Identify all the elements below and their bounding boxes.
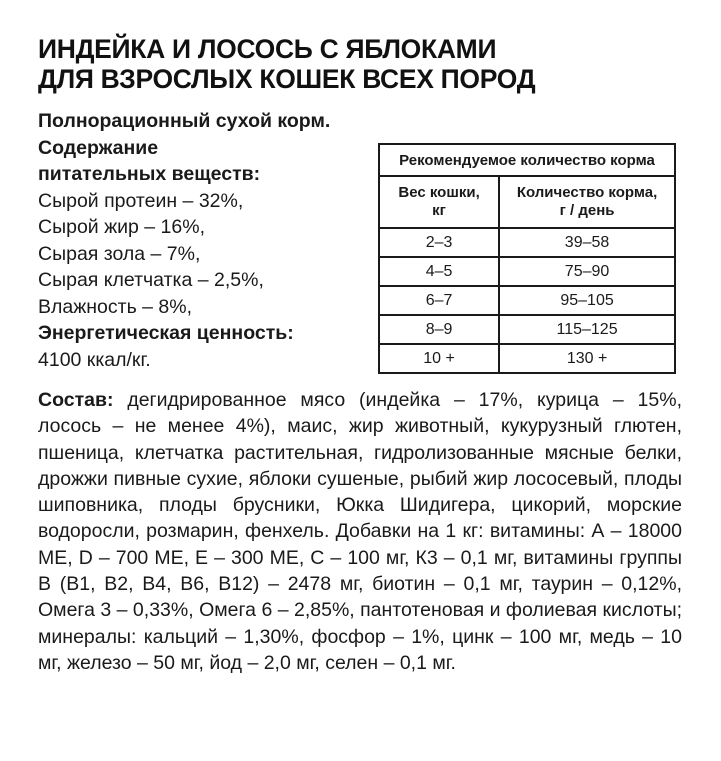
product-title-line-1: ИНДЕЙКА И ЛОСОСЬ С ЯБЛОКАМИ (38, 34, 497, 64)
nutrition-info (38, 108, 378, 373)
amount-cell: 130 + (499, 344, 675, 373)
product-title (38, 34, 698, 94)
weight-cell: 6–7 (379, 286, 499, 315)
feed-type: Полнорационный сухой корм. (38, 110, 331, 132)
nutrient-item: Сырой жир – 16%, (38, 216, 206, 238)
feeding-table (378, 143, 676, 374)
column-header-amount-line-1: Количество корма, (516, 184, 658, 201)
nutrient-item: Сырая клетчатка – 2,5%, (38, 269, 264, 291)
feeding-table-caption: Рекомендуемое количество корма (379, 144, 675, 176)
composition-paragraph (38, 387, 682, 676)
nutrient-item: Сырая зола – 7%, (38, 242, 201, 265)
feeding-table-container (378, 143, 676, 374)
composition-label: Состав: (38, 389, 114, 411)
amount-cell: 39–58 (499, 228, 675, 257)
weight-cell: 10 + (379, 344, 499, 373)
composition-text: дегидрированное мясо (индейка – 17%, курица – 15%, лосось – не менее 4%), маис, жир животный, кукурузный глютен, пшеница, клетчатка растительная, гидролизованные мясные белки, дрожжи пивные сухие, яблоки сушеные, рыбий жир лососевый, плоды шиповника, плоды брусники, Юкка Шидигера, цикорий, морские водоросли, розмарин, фенхель. Добавки на 1 кг: витамины: А – 18000 МЕ, D – 700 МЕ, Е – 300 МЕ, С – 100 мг, К3 – 0,1 мг, витамины группы В (В1, В2, В4, В6, В12) – 2478 мг, биотин – 0,1 мг, таурин – 0,12%, Омега 3 – 0,33%, Омега 6 – 2,85%, пантотеновая и фолиевая кислоты; минералы: кальций – 1,30%, фосфор – 1%, цинк – 100 мг, медь – 10 мг, железо – 50 мг, йод – 2,0 мг, селен – 0,1 мг. (38, 389, 682, 674)
table-row (379, 315, 675, 344)
column-header-amount-line-2: г / день (559, 202, 615, 219)
nutrient-item: Влажность – 8%, (38, 295, 193, 318)
nutrient-item: Сырой протеин – 32%, (38, 189, 244, 212)
energy-heading: Энергетическая ценность: (38, 322, 294, 344)
amount-cell: 75–90 (499, 257, 675, 286)
column-header-weight (379, 176, 499, 228)
amount-cell: 95–105 (499, 286, 675, 315)
column-header-weight-line-1: Вес кошки, (398, 184, 480, 201)
table-row (379, 344, 675, 373)
weight-cell: 2–3 (379, 228, 499, 257)
table-row (379, 228, 675, 257)
weight-cell: 8–9 (379, 315, 499, 344)
weight-cell: 4–5 (379, 257, 499, 286)
energy-value: 4100 ккал/кг. (38, 348, 151, 371)
table-row (379, 286, 675, 315)
column-header-weight-line-2: кг (432, 202, 446, 219)
amount-cell: 115–125 (499, 315, 675, 344)
nutrients-heading-line-1: Содержание (38, 136, 159, 159)
product-title-line-2: ДЛЯ ВЗРОСЛЫХ КОШЕК ВСЕХ ПОРОД (38, 64, 536, 94)
nutrients-heading-line-2: питательных веществ: (38, 163, 261, 185)
column-header-amount (499, 176, 675, 228)
table-row (379, 257, 675, 286)
